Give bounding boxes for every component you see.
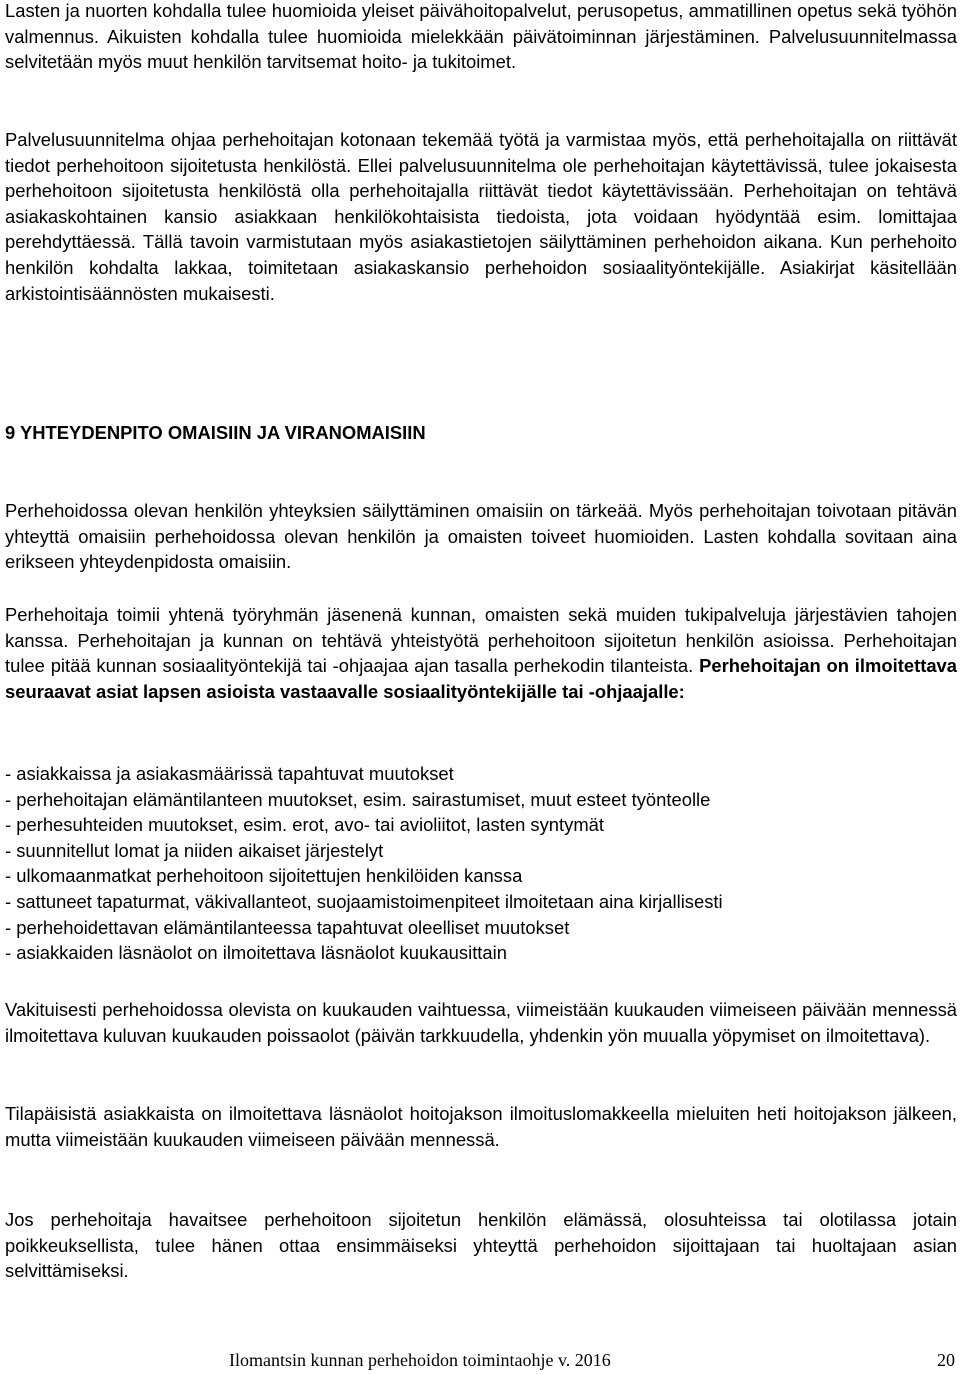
list-item: - ulkomaanmatkat perhehoitoon sijoitettujen henkilöiden kanssa xyxy=(5,865,523,887)
paragraph-temporary-clients: Tilapäisistä asiakkaista on ilmoitettava läsnäolot hoitojakson ilmoituslomakkeella mieluiten heti hoitojakson jälkeen, mutta viimeistään kuukauden viimeiseen päivään mennessä. xyxy=(5,1103,957,1150)
list-item: - suunnitellut lomat ja niiden aikaiset järjestelyt xyxy=(5,839,384,861)
list-item: - perhesuhteiden muutokset, esim. erot, avo- tai avioliitot, lasten syntymät xyxy=(5,814,604,836)
page-number: 20 xyxy=(937,1350,955,1370)
paragraph-service-plan: Palvelusuunnitelma ohjaa perhehoitajan kotonaan tekemää työtä ja varmistaa myös, että perhehoitajalla on riittävät tiedot perhehoitoon sijoitetusta henkilöstä. Ellei palvelusuunnitelma ole perhehoitajan käytettävissä, tulee jokaisesta perhehoitoon sijoitetusta henkilöstä olla perhehoitajalla riittävät tiedot käytettävissään. Perhehoitajan on tehtävä asiakaskohtainen kansio asiakkaan henkilökohtaisista tiedoista, jota voidaan hyödyntää esim. lomittajaa perehdyttäessä. Tällä tavoin varmistutaan myös asiakastietojen säilyttäminen perhehoidon aikana. Kun perhehoito henkilön kohdalta lakkaa, toimitetaan asiakaskansio perhehoidon sosiaalityöntekijälle. Asiakirjat käsitellään arkistointisäännösten mukaisesti. xyxy=(5,129,957,304)
paragraph-services: Lasten ja nuorten kohdalla tulee huomioida yleiset päivähoitopalvelut, perusopetus, ammatillinen opetus sekä työhön valmennus. Aikuisten kohdalla tulee huomioida mielekkään päivätoiminnan järjestäminen. Palvelusuunnitelmassa selvitetään myös muut henkilön tarvitsemat hoito- ja tukitoimet. xyxy=(5,0,957,73)
section-heading: 9 YHTEYDENPITO OMAISIIN JA VIRANOMAISIIN xyxy=(5,422,426,443)
paragraph-cooperation-text: Perhehoitaja toimii yhtenä työryhmän jäsenenä kunnan, omaisten sekä muiden tukipalveluja järjestävien tahojen kanssa. Perhehoitajan ja kunnan on tehtävä yhteistyötä perhehoitoon sijoitetun henkilön asioissa. Perhehoitajan tulee pitää kunnan sosiaalityöntekijä tai -ohjaajaa ajan tasalla perhekodin tilanteista. xyxy=(5,604,957,677)
page-footer xyxy=(229,1349,959,1373)
paragraph-cooperation-bold: Perhehoitajan on ilmoitettava seuraavat asiat lapsen asioista vastaavalle sosiaalityöntekijälle tai -ohjaajalle: xyxy=(5,655,958,702)
list-item: - perhehoitajan elämäntilanteen muutokset, esim. sairastumiset, muut esteet työnteolle xyxy=(5,788,711,810)
paragraph-relatives: Perhehoidossa olevan henkilön yhteyksien säilyttäminen omaisiin on tärkeää. Myös perhehoitajan toivotaan pitävän yhteyttä omaisiin perhehoidossa olevan henkilön ja omaisten toiveet huomioiden. Lasten kohdalla sovitaan aina erikseen yhteydenpidosta omaisiin. xyxy=(5,500,957,573)
paragraph-cooperation xyxy=(5,602,957,704)
footer-title: Ilomantsin kunnan perhehoidon toimintaohje v. 2016 xyxy=(229,1350,611,1370)
list-item: - sattuneet tapaturmat, väkivallanteot, suojaamistoimenpiteet ilmoitetaan aina kirjallisesti xyxy=(5,890,723,912)
notification-list xyxy=(5,761,957,966)
list-item: - perhehoidettavan elämäntilanteessa tapahtuvat oleelliset muutokset xyxy=(5,916,570,938)
paragraph-exceptional-situations: Jos perhehoitaja havaitsee perhehoitoon sijoitetun henkilön elämässä, olosuhteissa tai olotilassa jotain poikkeuksellista, tulee hänen ottaa ensimmäiseksi yhteyttä perhehoidon sijoittajaan tai huoltajaan asian selvittämiseksi. xyxy=(5,1209,957,1282)
list-item: - asiakkaissa ja asiakasmäärissä tapahtuvat muutokset xyxy=(5,763,454,784)
paragraph-absences: Vakituisesti perhehoidossa olevista on kuukauden vaihtuessa, viimeistään kuukauden viimeiseen päivään mennessä ilmoitettava kuluvan kuukauden poissaolot (päivän tarkkuudella, yhdenkin yön muualla yöpymiset on ilmoitettava). xyxy=(5,999,957,1046)
list-item: - asiakkaiden läsnäolot on ilmoitettava läsnäolot kuukausittain xyxy=(5,942,507,964)
